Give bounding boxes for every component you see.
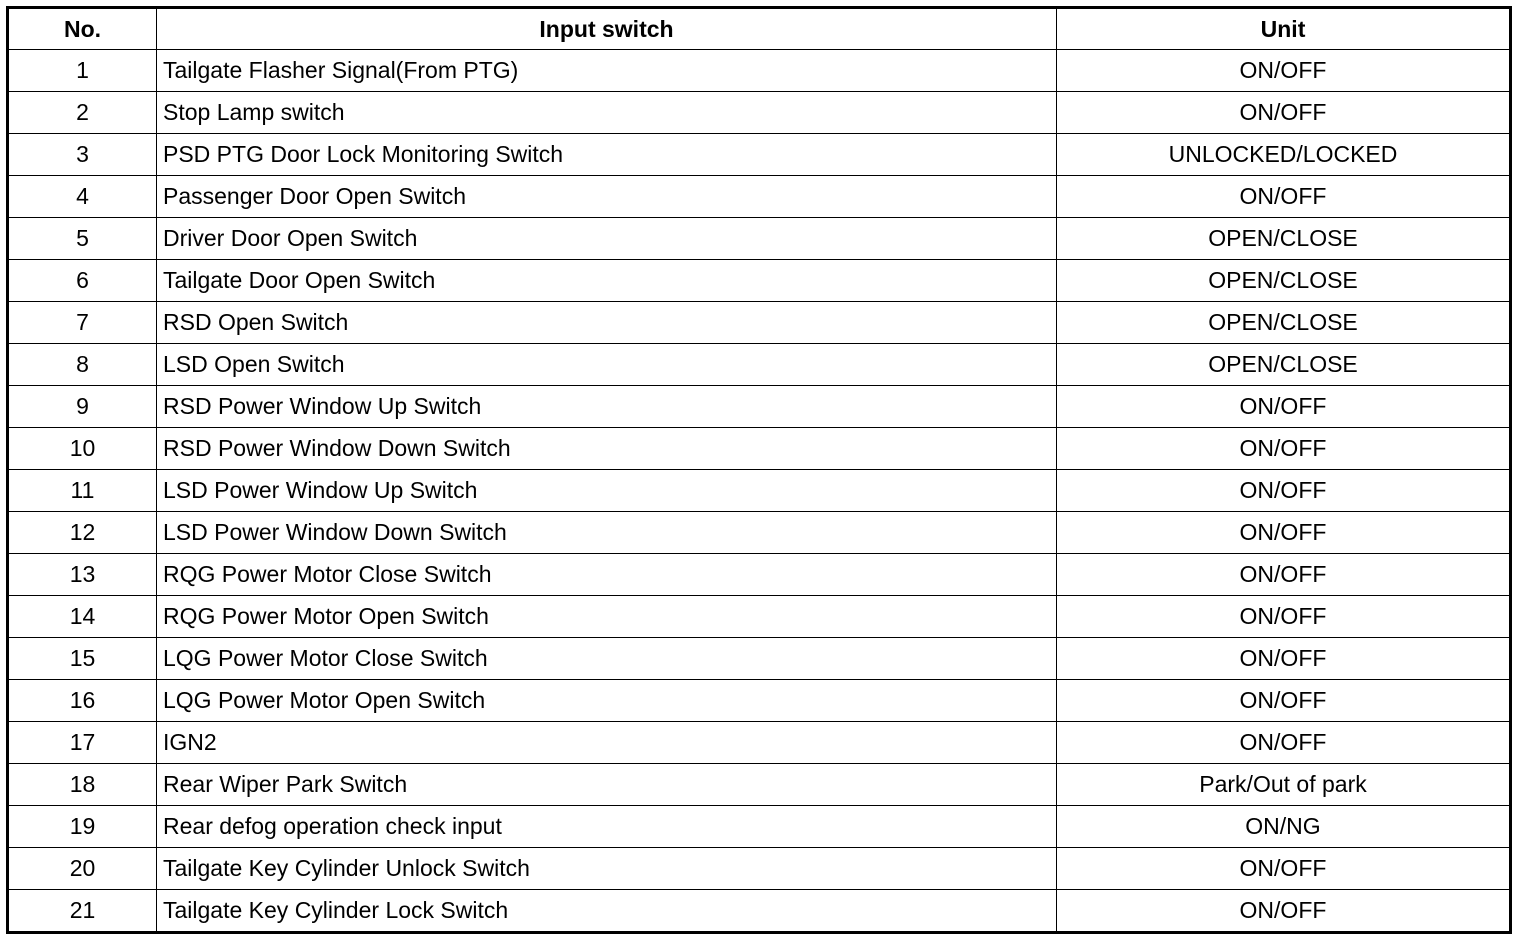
table-header	[8, 8, 1511, 50]
header-no: No.	[8, 8, 157, 50]
cell-input-switch: LSD Power Window Up Switch	[157, 470, 1057, 512]
cell-no: 8	[8, 344, 157, 386]
table-row	[8, 596, 1511, 638]
cell-no: 11	[8, 470, 157, 512]
table-row	[8, 806, 1511, 848]
cell-no: 12	[8, 512, 157, 554]
cell-input-switch: Rear defog operation check input	[157, 806, 1057, 848]
cell-input-switch: Tailgate Door Open Switch	[157, 260, 1057, 302]
cell-unit: Park/Out of park	[1057, 764, 1511, 806]
header-row	[8, 8, 1511, 50]
cell-no: 10	[8, 428, 157, 470]
table-row	[8, 134, 1511, 176]
cell-unit: ON/OFF	[1057, 50, 1511, 92]
cell-unit: ON/OFF	[1057, 176, 1511, 218]
cell-no: 9	[8, 386, 157, 428]
cell-no: 3	[8, 134, 157, 176]
table-row	[8, 302, 1511, 344]
cell-input-switch: RSD Open Switch	[157, 302, 1057, 344]
cell-input-switch: Rear Wiper Park Switch	[157, 764, 1057, 806]
input-switch-table-container	[6, 6, 1509, 934]
table-row	[8, 638, 1511, 680]
cell-input-switch: LSD Power Window Down Switch	[157, 512, 1057, 554]
cell-input-switch: LQG Power Motor Close Switch	[157, 638, 1057, 680]
cell-no: 16	[8, 680, 157, 722]
cell-no: 7	[8, 302, 157, 344]
cell-no: 20	[8, 848, 157, 890]
cell-no: 17	[8, 722, 157, 764]
cell-input-switch: Driver Door Open Switch	[157, 218, 1057, 260]
cell-input-switch: Tailgate Key Cylinder Lock Switch	[157, 890, 1057, 933]
cell-no: 5	[8, 218, 157, 260]
header-input-switch: Input switch	[157, 8, 1057, 50]
cell-no: 15	[8, 638, 157, 680]
cell-unit: OPEN/CLOSE	[1057, 302, 1511, 344]
cell-input-switch: Passenger Door Open Switch	[157, 176, 1057, 218]
cell-unit: OPEN/CLOSE	[1057, 260, 1511, 302]
cell-unit: ON/OFF	[1057, 428, 1511, 470]
table-row	[8, 428, 1511, 470]
cell-no: 14	[8, 596, 157, 638]
cell-input-switch: IGN2	[157, 722, 1057, 764]
table-row	[8, 344, 1511, 386]
cell-input-switch: RQG Power Motor Open Switch	[157, 596, 1057, 638]
table-row	[8, 260, 1511, 302]
cell-no: 13	[8, 554, 157, 596]
cell-input-switch: LQG Power Motor Open Switch	[157, 680, 1057, 722]
cell-no: 2	[8, 92, 157, 134]
cell-input-switch: Tailgate Flasher Signal(From PTG)	[157, 50, 1057, 92]
table-row	[8, 554, 1511, 596]
table-row	[8, 512, 1511, 554]
cell-unit: ON/OFF	[1057, 554, 1511, 596]
table-row	[8, 848, 1511, 890]
cell-no: 4	[8, 176, 157, 218]
cell-input-switch: PSD PTG Door Lock Monitoring Switch	[157, 134, 1057, 176]
cell-unit: ON/OFF	[1057, 512, 1511, 554]
cell-no: 21	[8, 890, 157, 933]
header-unit: Unit	[1057, 8, 1511, 50]
table-row	[8, 386, 1511, 428]
cell-input-switch: RSD Power Window Down Switch	[157, 428, 1057, 470]
cell-unit: UNLOCKED/LOCKED	[1057, 134, 1511, 176]
cell-input-switch: LSD Open Switch	[157, 344, 1057, 386]
table-row	[8, 218, 1511, 260]
cell-input-switch: RQG Power Motor Close Switch	[157, 554, 1057, 596]
table-row	[8, 722, 1511, 764]
cell-input-switch: RSD Power Window Up Switch	[157, 386, 1057, 428]
table-row	[8, 680, 1511, 722]
table-row	[8, 764, 1511, 806]
cell-unit: ON/OFF	[1057, 470, 1511, 512]
input-switch-table	[6, 6, 1512, 934]
table-row	[8, 890, 1511, 933]
cell-no: 1	[8, 50, 157, 92]
cell-no: 18	[8, 764, 157, 806]
cell-unit: ON/OFF	[1057, 596, 1511, 638]
cell-unit: ON/OFF	[1057, 890, 1511, 933]
table-row	[8, 92, 1511, 134]
cell-no: 19	[8, 806, 157, 848]
cell-unit: ON/OFF	[1057, 92, 1511, 134]
table-row	[8, 50, 1511, 92]
cell-no: 6	[8, 260, 157, 302]
cell-unit: ON/OFF	[1057, 848, 1511, 890]
cell-unit: ON/NG	[1057, 806, 1511, 848]
cell-unit: ON/OFF	[1057, 680, 1511, 722]
cell-unit: ON/OFF	[1057, 638, 1511, 680]
table-row	[8, 176, 1511, 218]
table-row	[8, 470, 1511, 512]
cell-input-switch: Tailgate Key Cylinder Unlock Switch	[157, 848, 1057, 890]
cell-unit: OPEN/CLOSE	[1057, 344, 1511, 386]
cell-input-switch: Stop Lamp switch	[157, 92, 1057, 134]
table-body	[8, 50, 1511, 933]
cell-unit: OPEN/CLOSE	[1057, 218, 1511, 260]
cell-unit: ON/OFF	[1057, 386, 1511, 428]
cell-unit: ON/OFF	[1057, 722, 1511, 764]
